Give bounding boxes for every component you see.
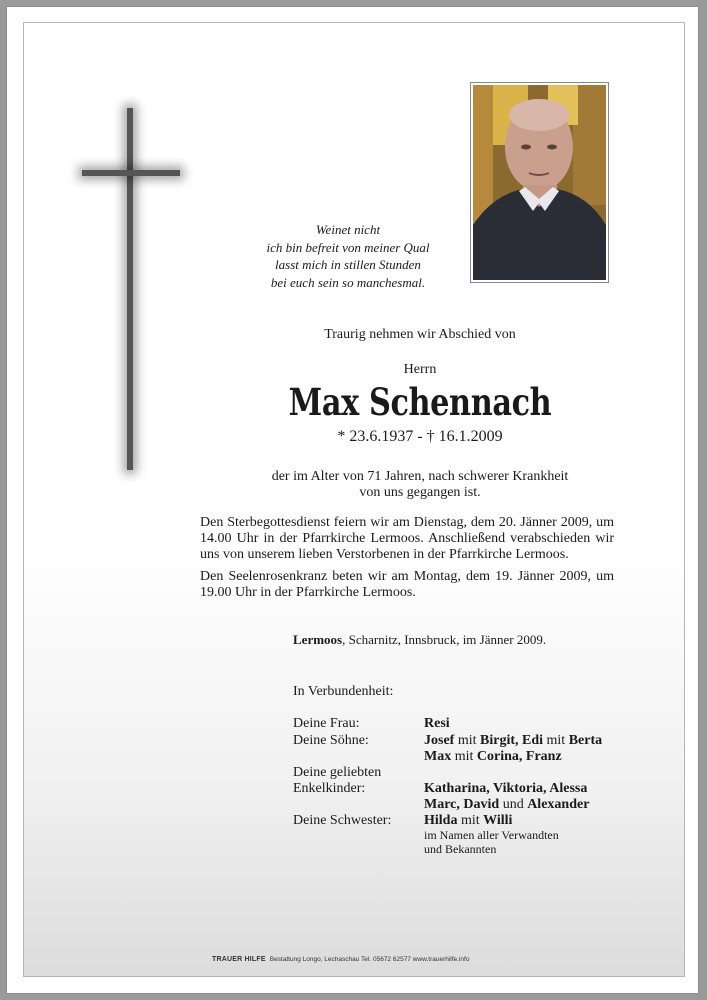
sister-line [424,813,512,829]
footer-text: Bestattung Longo, Lechaschau Tel. 05672 62577 www.trauerhilfe.info [269,956,470,963]
with-word: mit [460,813,480,828]
and-word: und [502,797,524,812]
wife-label: Deine Frau: [293,716,360,731]
sons-label: Deine Söhne: [293,733,369,748]
life-dates: * 23.6.1937 - † 16.1.2009 [337,428,503,445]
grandchildren-label-1: Deine geliebten [293,765,382,780]
poem-line: ich bin befreit von meiner Qual [266,239,430,255]
relatives-line-1: im Namen aller Verwandten [424,828,559,842]
poem-line: Weinet nicht [315,222,381,237]
place-main: Lermoos [293,632,343,647]
rosary-paragraph: Den Seelenrosenkranz beten wir am Montag, dem 19. Jänner 2009, um 19.00 Uhr in der Pfarrkirche Lermoos. [200,569,614,600]
footer [212,956,469,963]
age-line: von uns gegangen ist. [359,485,481,500]
sons-line-2 [424,749,562,765]
sons-line-1 [424,733,602,749]
salutation: Herrn [403,362,437,377]
funeral-paragraph: Den Sterbegottesdienst feiern wir am Dienstag, dem 20. Jänner 2009, um 14.00 Uhr in der Pfarrkirche Lermoos. Anschließend verabschieden wir uns von unserem lieben Verstorbenen in der Pfarrkirche Lermoos. [200,515,614,562]
poem-line: lasst mich in stillen Stunden [275,257,421,272]
age-line: der im Alter von 71 Jahren, nach schwerer Krankheit [271,469,569,484]
grandchildren-line-2 [424,797,589,813]
place-rest: , Scharnitz, Innsbruck, im Jänner 2009. [342,632,547,647]
partner-name: Birgit, [480,733,519,748]
cross-icon-bar [82,170,180,176]
verbundenheit-heading: In Verbundenheit: [293,684,394,699]
son-name: Max [424,749,452,764]
sister-label: Deine Schwester: [293,813,392,828]
with-word: mit [454,749,474,764]
relatives-line-2: und Bekannten [424,842,497,856]
partner-name: Corina, Franz [476,749,562,764]
with-word: mit [457,733,477,748]
partner-name: Willi [483,813,513,828]
son-name: Josef [424,733,455,748]
grandchildren-names: Alexander [527,797,590,812]
with-word: mit [546,733,566,748]
grandchildren-names: Marc, David [424,797,500,812]
sister-name: Hilda [424,813,458,828]
wife-name [424,716,450,732]
grandchildren-names: Katharina, Viktoria, Alessa [424,781,588,796]
deceased-name: Max Schennach [288,380,552,424]
son-name: Edi [522,733,544,748]
wife-name-text: Resi [424,716,450,731]
poem-line: bei euch sein so manchesmal. [270,274,426,290]
place-date [293,632,546,648]
portrait-image [473,85,606,280]
cross-icon [127,108,133,470]
age-text [200,469,640,501]
grandchildren-label-2: Enkelkinder: [293,781,366,796]
poem [228,221,468,291]
footer-brand: TRAUER HILFE [212,956,266,963]
portrait-photo [470,82,609,283]
partner-name: Berta [568,733,603,748]
intro-text: Traurig nehmen wir Abschied von [324,327,516,342]
grandchildren-line-1 [424,781,587,797]
